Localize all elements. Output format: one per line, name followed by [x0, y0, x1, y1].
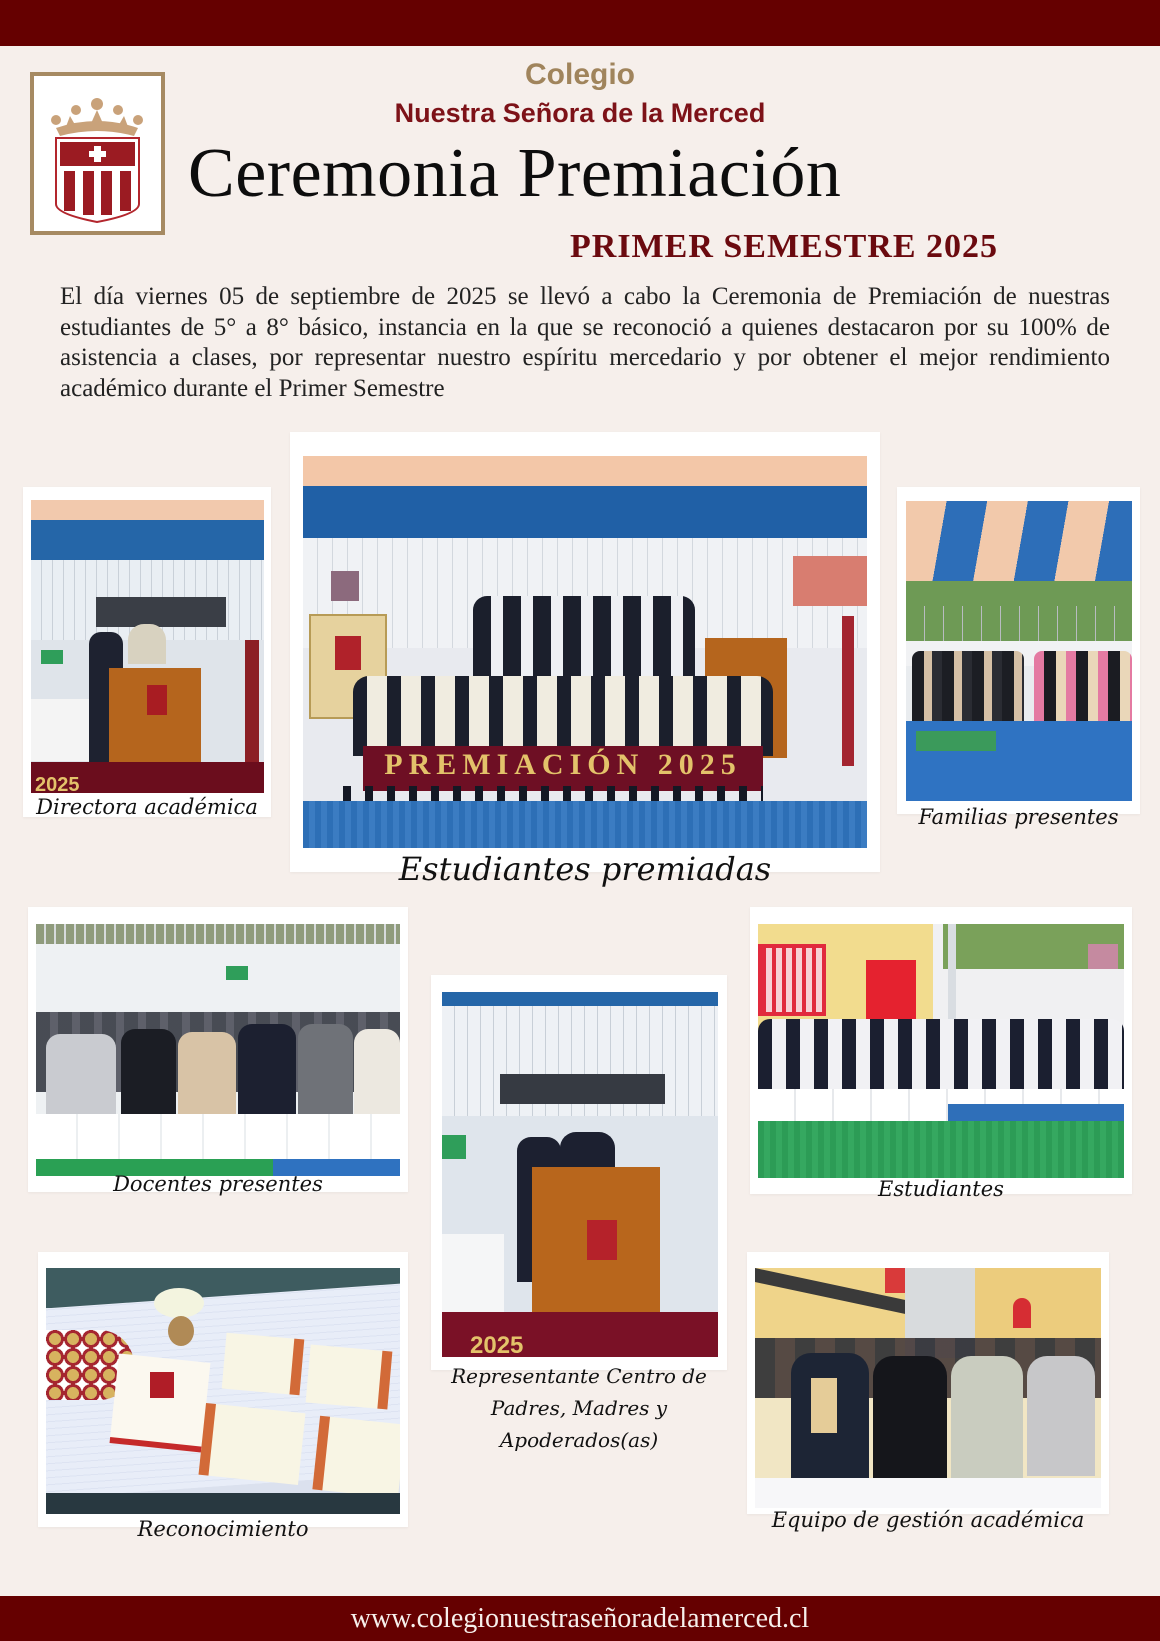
photo-reconocimiento [46, 1268, 400, 1514]
photo-frame-equipo-gestion [747, 1252, 1109, 1532]
caption-reconocimiento: Reconocimiento [137, 1517, 309, 1541]
photo-estudiantes-premiadas: PREMIACIÓN 2025 [303, 456, 867, 848]
photo-estudiantes [758, 924, 1124, 1178]
caption-equipo-gestion: Equipo de gestión académica [771, 1508, 1085, 1532]
photo-frame-estudiantes [750, 907, 1132, 1201]
top-banner-bar [0, 0, 1160, 46]
intro-paragraph: El día viernes 05 de septiembre de 2025 se llevó a cabo la Ceremonia de Premiación de nuestras estudiantes de 5° a 8° básico, instancia en la que se reconoció a quienes destacaron por su 100% de asistencia a clases, por representar nuestro espíritu mercedario y por obtener el mejor rendimiento académico durante el Primer Semestre [60, 283, 1110, 402]
photo-frame-directora [23, 487, 271, 817]
photo-frame-docentes [28, 907, 408, 1196]
school-name: Nuestra Señora de la Merced [394, 98, 766, 128]
photo-familias [906, 501, 1132, 801]
page-title: Ceremonia Premiación [188, 135, 842, 212]
school-logo [30, 72, 165, 235]
photo-frame-estudiantes-premiadas [290, 432, 880, 888]
photo-frame-representante-cpma [431, 975, 727, 1452]
caption-familias: Familias presentes [918, 805, 1119, 829]
colegio-label: Colegio [525, 58, 635, 91]
website-link[interactable]: www.colegionuestraseñoradelamerced.cl [350, 1603, 810, 1634]
caption-representante-cpma: Representante Centro de Padres, Madres y Apoderados(as) [451, 1364, 707, 1452]
photo-equipo-gestion [755, 1268, 1101, 1508]
photo-frame-reconocimiento [38, 1252, 408, 1541]
caption-estudiantes: Estudiantes [878, 1177, 1004, 1201]
semester-subtitle: PRIMER SEMESTRE 2025 [570, 228, 999, 265]
photo-frame-familias [897, 487, 1140, 829]
photo-representante-cpma: 2025 [442, 992, 718, 1357]
photo-directora: 2025 [31, 500, 264, 793]
photo-docentes [36, 924, 400, 1176]
caption-docentes: Docentes presentes [113, 1172, 323, 1196]
caption-directora: Directora académica [36, 795, 258, 819]
school-crest-icon [34, 76, 161, 231]
caption-estudiantes-premiadas: Estudiantes premiadas [398, 850, 772, 888]
footer-bar [0, 1596, 1160, 1641]
